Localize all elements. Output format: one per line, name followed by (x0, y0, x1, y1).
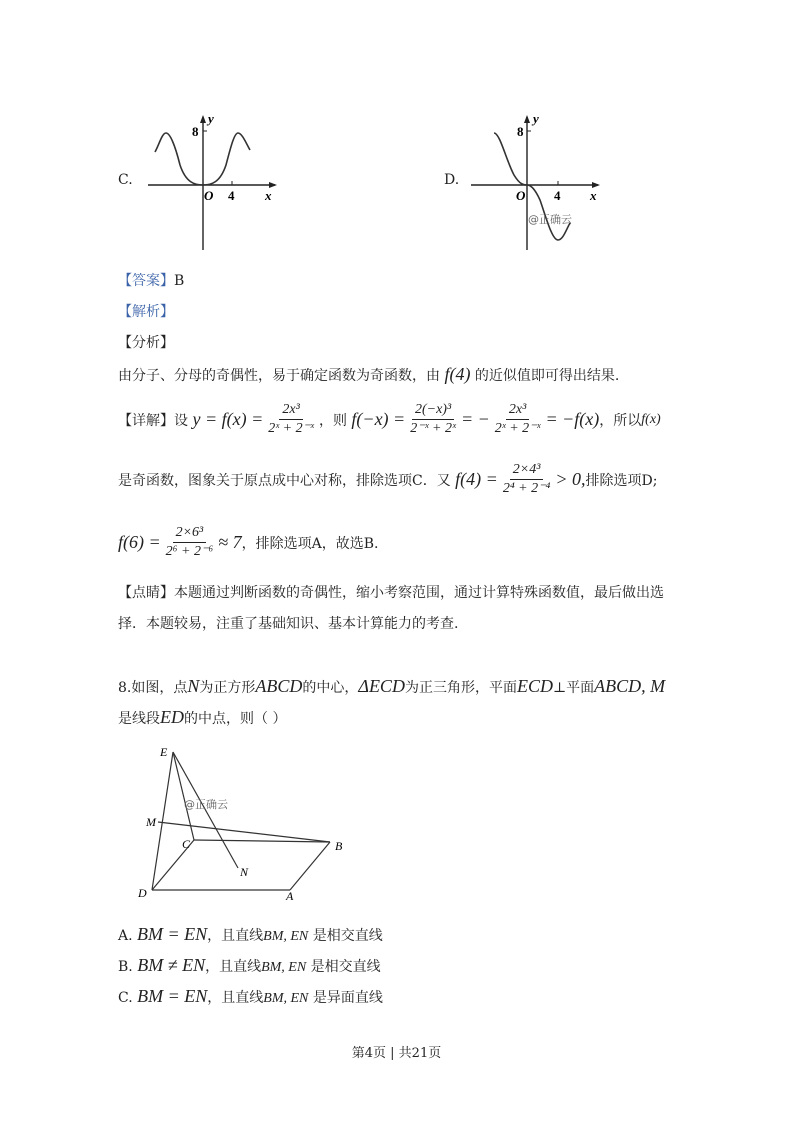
label-B: B (335, 839, 343, 853)
question-8-line-1: 8.如图，点N为正方形ABCD的中心，ΔECD为正三角形，平面ECD⊥平面ABCD, M (118, 676, 666, 696)
answer-line (118, 270, 184, 290)
option-d-label: D. (444, 172, 460, 188)
graph-c (140, 105, 290, 255)
curve (155, 133, 180, 165)
option-c: C. BM = EN，且直线BM, EN 是异面直线 (118, 986, 383, 1006)
fenxi-text: 由分子、分母的奇偶性，易于确定函数为奇函数，由 f(4) 的近似值即可得出结果. (118, 364, 620, 384)
detail-line-2: 是奇函数，图象关于原点成中心对称，排除选项C．又 f(4) = $\frac{\text{2×4³}}{\text{2⁴ + 2⁻⁴}}$ > 0, 排除选项D; (118, 462, 658, 496)
comment-line-1: 【点睛】本题通过判断函数的奇偶性，缩小考察范围，通过计算特殊函数值，最后做出选 (118, 585, 664, 601)
origin-label: O (516, 188, 526, 203)
fraction: $\frac{\text{2×6³}}{\text{2⁶ + 2⁻⁶}}$ (165, 525, 214, 559)
comment-line-2: 择．本题较易，注重了基础知识、基本计算能力的考查. (118, 616, 459, 632)
watermark: @正确云 (528, 213, 572, 226)
label-D: D (138, 886, 147, 900)
expr-f4: f(4) (444, 364, 471, 384)
analysis-tag: 【解析】 (118, 304, 174, 320)
y-label: y (208, 111, 214, 126)
label-A: A (286, 889, 294, 903)
xtick-label: 4 (228, 188, 235, 203)
x-label: x (590, 188, 597, 203)
x-label: x (265, 188, 272, 203)
origin-label: O (204, 188, 214, 203)
graph-d (466, 105, 616, 255)
answer-tag: 【答案】 (118, 273, 174, 289)
fenxi-tag: 【分析】 (118, 335, 174, 351)
y-arrow (200, 115, 206, 123)
option-a: A. BM = EN，且直线BM, EN 是相交直线 (118, 924, 383, 944)
y-label: y (533, 111, 539, 126)
label-C: C (182, 837, 191, 851)
detail-line-3: f(6) = $\frac{\text{2×6³}}{\text{2⁶ + 2⁻⁶}}$ ≈ 7 ，排除选项A，故选B. (118, 525, 379, 559)
geometry-figure (130, 740, 360, 910)
fraction: $\frac{\text{2x³}}{\text{2ˣ + 2⁻ˣ}}$ (268, 402, 314, 436)
ytick-label: 8 (517, 124, 524, 139)
comment-tag: 【点睛】 (118, 585, 174, 601)
question-8-line-2: 是线段ED的中点，则（ ） (118, 707, 287, 727)
answer-value: B (174, 273, 185, 289)
ytick-label: 8 (192, 124, 199, 139)
watermark: @正确云 (184, 798, 228, 811)
fraction: $\frac{\text{2x³}}{\text{2ˣ + 2⁻ˣ}}$ (494, 402, 541, 436)
fraction: $\frac{\text{2×4³}}{\text{2⁴ + 2⁻⁴}}$ (502, 462, 551, 496)
option-c-label: C. (118, 172, 133, 188)
page-footer: 第4页 | 共21页 (351, 1046, 442, 1061)
label-N: N (240, 865, 249, 879)
detail-tag: 【详解】 (118, 412, 174, 429)
y-arrow (524, 115, 530, 123)
option-b: B. BM ≠ EN，且直线BM, EN 是相交直线 (118, 955, 381, 975)
curve (180, 133, 250, 185)
label-E: E (160, 745, 168, 759)
label-M: M (146, 815, 156, 829)
xtick-label: 4 (554, 188, 561, 203)
detail-line: 【详解】 设 y = f(x) = $\frac{\text{2x³}}{\text{2ˣ + 2⁻ˣ}}$ ，则 f(−x) = $\frac{\text{2(−x)³}}{\text{2⁻ˣ + 2ˣ}}$ = − $\frac{\text{2x³}}{\text{2ˣ + 2⁻ˣ}}$ = −f(x) ，所以 f(x) (118, 402, 661, 436)
fraction: $\frac{\text{2(−x)³}}{\text{2⁻ˣ + 2ˣ}}$ (410, 402, 456, 436)
